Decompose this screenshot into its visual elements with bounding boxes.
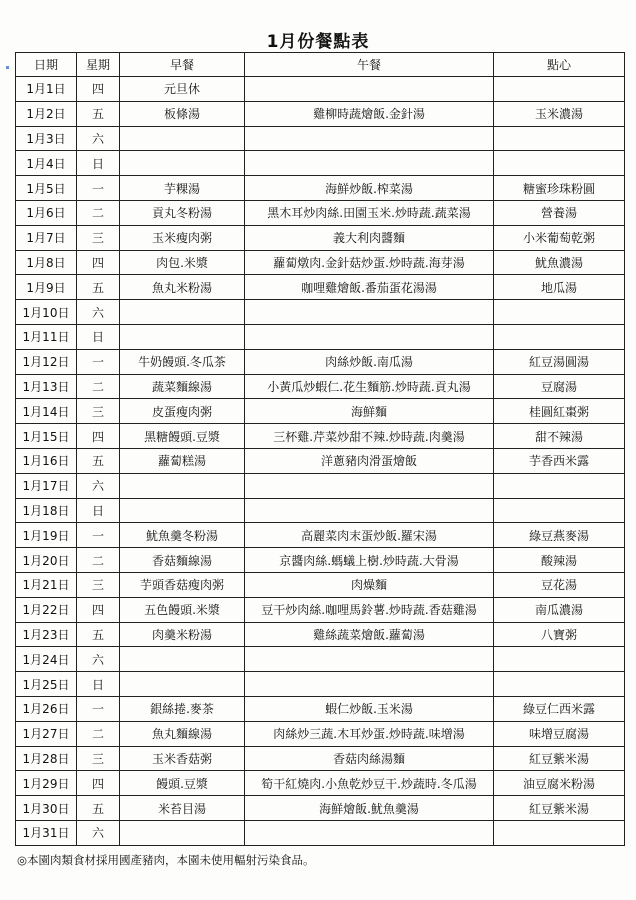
table-row — [16, 572, 625, 597]
table-row — [16, 250, 625, 275]
cell-snack: 酸辣湯 — [494, 548, 625, 573]
cell-lunch — [245, 151, 494, 176]
cell-snack: 紅豆湯圓湯 — [494, 349, 625, 374]
cell-breakfast: 蔬菜麵線湯 — [120, 374, 245, 399]
cell-breakfast: 魚丸米粉湯 — [120, 275, 245, 300]
cell-weekday: 六 — [77, 647, 120, 672]
cell-date: 1月23日 — [16, 622, 77, 647]
cell-lunch: 海鮮燴飯.魷魚羹湯 — [245, 796, 494, 821]
cell-lunch — [245, 473, 494, 498]
table-row — [16, 796, 625, 821]
cell-weekday: 六 — [77, 473, 120, 498]
cell-lunch: 筍干紅燒肉.小魚乾炒豆干.炒蔬時.冬瓜湯 — [245, 771, 494, 796]
header-snack: 點心 — [494, 53, 625, 77]
cell-lunch: 咖哩雞燴飯.番茄蛋花湯湯 — [245, 275, 494, 300]
cell-lunch — [245, 647, 494, 672]
table-row — [16, 275, 625, 300]
cell-weekday: 五 — [77, 448, 120, 473]
cell-date: 1月25日 — [16, 672, 77, 697]
cell-breakfast: 魚丸麵線湯 — [120, 721, 245, 746]
cell-breakfast: 玉米瘦肉粥 — [120, 225, 245, 250]
header-lunch: 午餐 — [245, 53, 494, 77]
cell-breakfast: 肉包.米漿 — [120, 250, 245, 275]
cell-snack: 紅豆紫米湯 — [494, 796, 625, 821]
cell-breakfast — [120, 300, 245, 325]
cell-date: 1月22日 — [16, 597, 77, 622]
cell-lunch: 蘿蔔燉肉.金針菇炒蛋.炒時蔬.海芽湯 — [245, 250, 494, 275]
table-row — [16, 77, 625, 102]
header-weekday: 星期 — [77, 53, 120, 77]
cell-lunch: 小黃瓜炒蝦仁.花生麵筋.炒時蔬.貢丸湯 — [245, 374, 494, 399]
header-date: 日期 — [16, 53, 77, 77]
menu-body — [16, 77, 625, 846]
cell-snack: 甜不辣湯 — [494, 424, 625, 449]
cell-date: 1月6日 — [16, 200, 77, 225]
cell-snack: 綠豆燕麥湯 — [494, 523, 625, 548]
cell-weekday: 三 — [77, 225, 120, 250]
cell-snack: 南瓜濃湯 — [494, 597, 625, 622]
cell-lunch: 京醬肉絲.螞蟻上樹.炒時蔬.大骨湯 — [245, 548, 494, 573]
cell-snack: 豆腐湯 — [494, 374, 625, 399]
cell-date: 1月5日 — [16, 176, 77, 201]
cell-date: 1月15日 — [16, 424, 77, 449]
cell-breakfast — [120, 672, 245, 697]
cell-weekday: 日 — [77, 324, 120, 349]
cell-breakfast — [120, 473, 245, 498]
cell-weekday: 五 — [77, 622, 120, 647]
cell-breakfast: 香菇麵線湯 — [120, 548, 245, 573]
cell-weekday: 六 — [77, 300, 120, 325]
cell-lunch: 義大利肉醬麵 — [245, 225, 494, 250]
cell-breakfast — [120, 126, 245, 151]
cell-snack: 魷魚濃湯 — [494, 250, 625, 275]
cell-breakfast: 饅頭.豆漿 — [120, 771, 245, 796]
cell-lunch: 三杯雞.芹菜炒甜不辣.炒時蔬.肉羹湯 — [245, 424, 494, 449]
cell-weekday: 一 — [77, 523, 120, 548]
cell-date: 1月8日 — [16, 250, 77, 275]
cell-date: 1月24日 — [16, 647, 77, 672]
table-row — [16, 424, 625, 449]
footer-note: ◎本園肉類食材採用國產豬肉，本園未使用輻射污染食品。 — [17, 853, 315, 867]
cell-weekday: 一 — [77, 176, 120, 201]
cell-breakfast: 元旦休 — [120, 77, 245, 102]
header-breakfast: 早餐 — [120, 53, 245, 77]
cell-snack: 八寶粥 — [494, 622, 625, 647]
table-row — [16, 622, 625, 647]
cell-breakfast: 黑糖饅頭.豆漿 — [120, 424, 245, 449]
page-title: 1月份餐點表 — [266, 32, 370, 52]
table-row — [16, 399, 625, 424]
cell-lunch: 蝦仁炒飯.玉米湯 — [245, 696, 494, 721]
cell-breakfast: 芋頭香菇瘦肉粥 — [120, 572, 245, 597]
cell-date: 1月19日 — [16, 523, 77, 548]
cell-date: 1月21日 — [16, 572, 77, 597]
cell-snack: 糖蜜珍珠粉圓 — [494, 176, 625, 201]
cell-snack: 小米葡萄乾粥 — [494, 225, 625, 250]
cell-breakfast: 牛奶饅頭.冬瓜茶 — [120, 349, 245, 374]
cell-breakfast: 五色饅頭.米漿 — [120, 597, 245, 622]
cell-lunch: 香菇肉絲湯麵 — [245, 746, 494, 771]
cell-lunch: 洋蔥豬肉滑蛋燴飯 — [245, 448, 494, 473]
table-row — [16, 176, 625, 201]
cell-weekday: 三 — [77, 746, 120, 771]
cell-weekday: 二 — [77, 200, 120, 225]
cell-lunch — [245, 820, 494, 845]
table-row — [16, 672, 625, 697]
cell-date: 1月12日 — [16, 349, 77, 374]
table-row — [16, 746, 625, 771]
cell-date: 1月20日 — [16, 548, 77, 573]
cell-snack — [494, 126, 625, 151]
cell-weekday: 日 — [77, 151, 120, 176]
cell-lunch: 黑木耳炒肉絲.田園玉米.炒時蔬.蔬菜湯 — [245, 200, 494, 225]
table-row — [16, 548, 625, 573]
cell-lunch — [245, 77, 494, 102]
table-row — [16, 200, 625, 225]
table-row — [16, 597, 625, 622]
cell-snack — [494, 498, 625, 523]
cell-date: 1月31日 — [16, 820, 77, 845]
table-row — [16, 696, 625, 721]
cell-lunch — [245, 300, 494, 325]
cell-weekday: 二 — [77, 374, 120, 399]
cell-snack: 綠豆仁西米露 — [494, 696, 625, 721]
scan-mark — [6, 66, 9, 69]
cell-lunch — [245, 324, 494, 349]
cell-date: 1月27日 — [16, 721, 77, 746]
header-row — [16, 53, 625, 77]
cell-date: 1月9日 — [16, 275, 77, 300]
cell-weekday: 四 — [77, 77, 120, 102]
cell-breakfast: 肉羹米粉湯 — [120, 622, 245, 647]
cell-weekday: 六 — [77, 126, 120, 151]
table-row — [16, 820, 625, 845]
table-row — [16, 300, 625, 325]
cell-date: 1月13日 — [16, 374, 77, 399]
cell-snack — [494, 672, 625, 697]
cell-weekday: 三 — [77, 399, 120, 424]
cell-breakfast — [120, 820, 245, 845]
cell-lunch: 海鮮炒飯.榨菜湯 — [245, 176, 494, 201]
cell-snack: 味增豆腐湯 — [494, 721, 625, 746]
cell-breakfast: 皮蛋瘦肉粥 — [120, 399, 245, 424]
cell-lunch — [245, 672, 494, 697]
cell-lunch — [245, 126, 494, 151]
cell-date: 1月3日 — [16, 126, 77, 151]
cell-breakfast — [120, 151, 245, 176]
cell-snack — [494, 820, 625, 845]
cell-snack — [494, 647, 625, 672]
cell-breakfast: 魷魚羹冬粉湯 — [120, 523, 245, 548]
cell-date: 1月30日 — [16, 796, 77, 821]
cell-date: 1月1日 — [16, 77, 77, 102]
cell-lunch: 肉絲炒飯.南瓜湯 — [245, 349, 494, 374]
table-row — [16, 349, 625, 374]
table-row — [16, 324, 625, 349]
cell-weekday: 四 — [77, 597, 120, 622]
cell-weekday: 五 — [77, 275, 120, 300]
table-row — [16, 225, 625, 250]
cell-breakfast: 銀絲捲.麥茶 — [120, 696, 245, 721]
cell-weekday: 五 — [77, 101, 120, 126]
cell-snack: 紅豆紫米湯 — [494, 746, 625, 771]
cell-lunch: 雞絲蔬菜燴飯.蘿蔔湯 — [245, 622, 494, 647]
cell-weekday: 四 — [77, 250, 120, 275]
cell-date: 1月4日 — [16, 151, 77, 176]
cell-date: 1月2日 — [16, 101, 77, 126]
cell-breakfast: 米苔目湯 — [120, 796, 245, 821]
cell-weekday: 一 — [77, 349, 120, 374]
cell-breakfast: 板條湯 — [120, 101, 245, 126]
cell-date: 1月11日 — [16, 324, 77, 349]
table-row — [16, 498, 625, 523]
table-row — [16, 473, 625, 498]
cell-lunch: 高麗菜肉末蛋炒飯.羅宋湯 — [245, 523, 494, 548]
cell-snack: 桂圓紅棗粥 — [494, 399, 625, 424]
menu-table — [15, 52, 625, 846]
cell-date: 1月26日 — [16, 696, 77, 721]
cell-date: 1月7日 — [16, 225, 77, 250]
table-row — [16, 647, 625, 672]
cell-lunch: 雞柳時蔬燴飯.金針湯 — [245, 101, 494, 126]
cell-weekday: 二 — [77, 548, 120, 573]
cell-date: 1月29日 — [16, 771, 77, 796]
cell-weekday: 一 — [77, 696, 120, 721]
cell-breakfast: 芋粿湯 — [120, 176, 245, 201]
table-row — [16, 126, 625, 151]
table-row — [16, 374, 625, 399]
cell-snack: 油豆腐米粉湯 — [494, 771, 625, 796]
cell-lunch: 肉絲炒三蔬.木耳炒蛋.炒時蔬.味增湯 — [245, 721, 494, 746]
cell-date: 1月17日 — [16, 473, 77, 498]
cell-lunch: 海鮮麵 — [245, 399, 494, 424]
cell-snack: 豆花湯 — [494, 572, 625, 597]
table-row — [16, 448, 625, 473]
table-row — [16, 151, 625, 176]
cell-snack: 營養湯 — [494, 200, 625, 225]
cell-date: 1月16日 — [16, 448, 77, 473]
cell-snack: 地瓜湯 — [494, 275, 625, 300]
cell-lunch — [245, 498, 494, 523]
cell-date: 1月14日 — [16, 399, 77, 424]
cell-weekday: 六 — [77, 820, 120, 845]
table-row — [16, 771, 625, 796]
cell-snack — [494, 473, 625, 498]
cell-weekday: 日 — [77, 672, 120, 697]
cell-breakfast: 蘿蔔糕湯 — [120, 448, 245, 473]
cell-weekday: 五 — [77, 796, 120, 821]
cell-weekday: 四 — [77, 424, 120, 449]
cell-snack: 芋香西米露 — [494, 448, 625, 473]
cell-snack — [494, 77, 625, 102]
table-row — [16, 523, 625, 548]
cell-snack — [494, 151, 625, 176]
cell-snack — [494, 324, 625, 349]
cell-lunch: 肉燥麵 — [245, 572, 494, 597]
cell-breakfast — [120, 324, 245, 349]
cell-date: 1月28日 — [16, 746, 77, 771]
cell-weekday: 日 — [77, 498, 120, 523]
cell-snack: 玉米濃湯 — [494, 101, 625, 126]
cell-weekday: 三 — [77, 572, 120, 597]
cell-breakfast — [120, 647, 245, 672]
cell-breakfast: 貢丸冬粉湯 — [120, 200, 245, 225]
cell-date: 1月10日 — [16, 300, 77, 325]
cell-breakfast: 玉米香菇粥 — [120, 746, 245, 771]
table-row — [16, 721, 625, 746]
table-row — [16, 101, 625, 126]
cell-weekday: 四 — [77, 771, 120, 796]
cell-snack — [494, 300, 625, 325]
cell-breakfast — [120, 498, 245, 523]
cell-weekday: 二 — [77, 721, 120, 746]
cell-date: 1月18日 — [16, 498, 77, 523]
cell-lunch: 豆干炒肉絲.咖哩馬鈴薯.炒時蔬.香菇雞湯 — [245, 597, 494, 622]
